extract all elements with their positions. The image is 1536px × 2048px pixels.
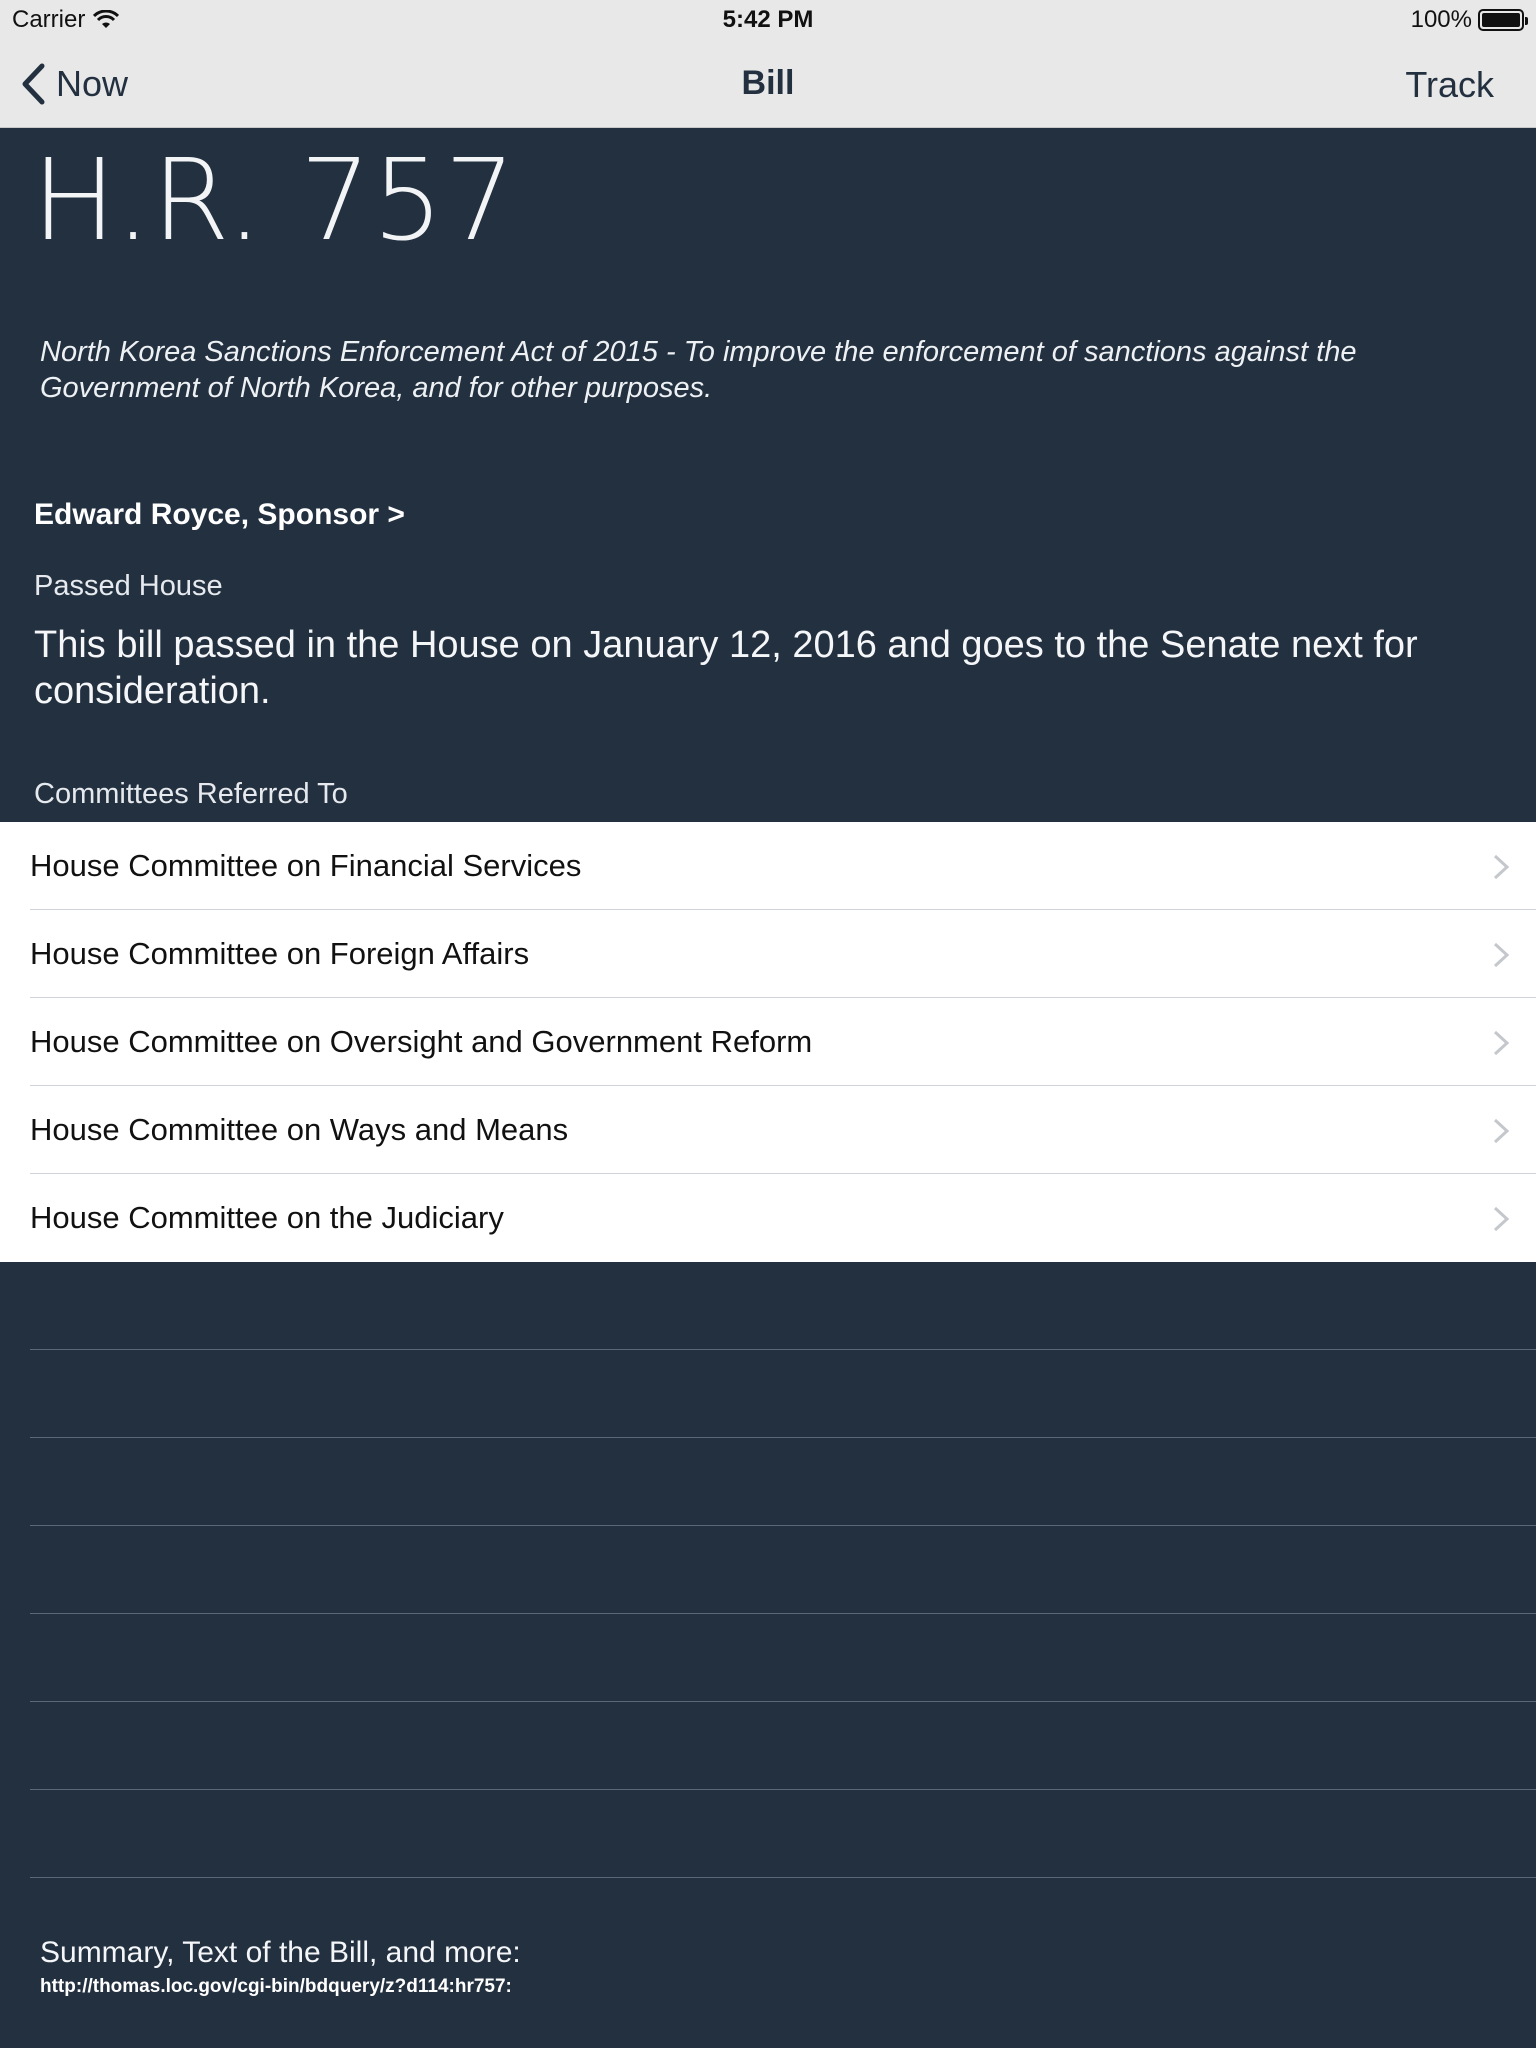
status-bar xyxy=(0,0,1536,40)
bill-detail xyxy=(0,128,1536,2048)
committee-item[interactable] xyxy=(0,998,1536,1086)
committees-header: Committees Referred To xyxy=(34,778,348,810)
empty-row xyxy=(0,1614,1536,1702)
committee-label: House Committee on the Judiciary xyxy=(30,1200,504,1235)
empty-row xyxy=(0,1438,1536,1526)
back-button-label: Now xyxy=(56,63,129,104)
committee-label: House Committee on Foreign Affairs xyxy=(30,936,530,971)
sponsor-link[interactable]: Edward Royce, Sponsor > xyxy=(34,498,405,531)
track-button[interactable]: Track xyxy=(1405,64,1494,105)
empty-row xyxy=(0,1350,1536,1438)
bill-description: North Korea Sanctions Enforcement Act of 2015 - To improve the enforcement of sanctions against the Government of North Korea, and for other purposes. xyxy=(40,336,1357,404)
empty-row xyxy=(0,1702,1536,1790)
chevron-right-icon xyxy=(1490,1206,1512,1232)
navigation-bar xyxy=(0,40,1536,128)
battery-indicator xyxy=(1411,6,1524,34)
committee-item[interactable] xyxy=(0,910,1536,998)
empty-row xyxy=(0,1526,1536,1614)
carrier-label: Carrier xyxy=(12,6,86,33)
battery-percent: 100% xyxy=(1410,6,1472,33)
committee-list xyxy=(0,822,1536,1262)
chevron-right-icon xyxy=(1490,1118,1512,1144)
committee-label: House Committee on Financial Services xyxy=(30,848,582,883)
page-title: Bill xyxy=(741,64,795,102)
committee-label: House Committee on Ways and Means xyxy=(30,1112,569,1147)
committee-item[interactable] xyxy=(0,1086,1536,1174)
status-description: This bill passed in the House on January 12, 2016 and goes to the Senate next for consideration. xyxy=(34,624,1418,712)
clock: 5:42 PM xyxy=(722,6,814,33)
bill-number: H.R. 757 xyxy=(32,136,517,266)
committee-item[interactable] xyxy=(0,1174,1536,1262)
committee-label: House Committee on Oversight and Government Reform xyxy=(30,1024,813,1059)
row-divider xyxy=(30,1877,1536,1878)
chevron-right-icon xyxy=(1490,1030,1512,1056)
chevron-right-icon xyxy=(1490,854,1512,880)
status-label: Passed House xyxy=(34,570,223,602)
battery-icon xyxy=(1478,9,1524,31)
bill-url-link[interactable]: http://thomas.loc.gov/cgi-bin/bdquery/z?d114:hr757: xyxy=(40,1976,512,1997)
committee-item[interactable] xyxy=(0,822,1536,910)
chevron-right-icon xyxy=(1490,942,1512,968)
empty-row xyxy=(0,1262,1536,1350)
empty-table-rows xyxy=(0,1262,1536,1878)
empty-row xyxy=(0,1790,1536,1878)
footer-title: Summary, Text of the Bill, and more: xyxy=(40,1936,521,1969)
